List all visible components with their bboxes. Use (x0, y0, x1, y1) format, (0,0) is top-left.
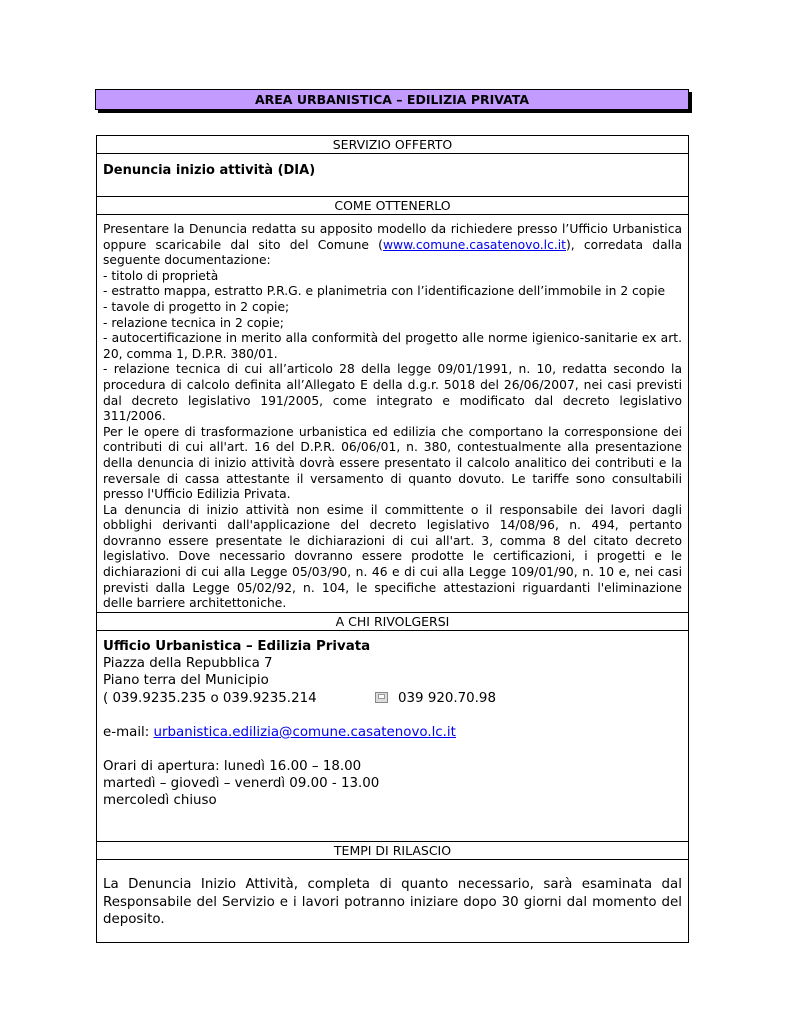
phone-icon: ( (103, 690, 109, 706)
office-name: Ufficio Urbanistica – Edilizia Privata (103, 639, 371, 654)
obblighi-paragraph: La denuncia di inizio attività non esime il committente o il responsabile dei lavori dagli obblighi derivanti dall'applicazione del decreto legislativo 14/08/96, n. 494, pertanto dovranno essere presentate le dichiarazioni di cui all'art. 3, comma 8 del citato decreto legislativo. Dove necessario dovranno essere prodotte le certificazioni, i progetti e le dichiarazioni di cui alla Legge 05/03/90, n. 46 e di cui alla Legge 109/01/90, n. 10 e, nei casi previsti dalla Legge 05/02/92, n. 104, le specifiche attestazioni riguardanti l'eliminazione delle barriere architettoniche. (103, 502, 682, 611)
doc-item: - relazione tecnica di cui all’articolo 28 della legge 09/01/1991, n. 10, redatta secondo la procedura di calcolo definita all’Allegato E della d.g.r. 5018 del 26/06/2007, nei casi previsti dal decreto legislativo 191/2005, come integrato e modificato dal decreto legislativo 311/2006. (103, 362, 682, 424)
fax-icon (375, 692, 388, 703)
section-header-come: COME OTTENERLO (97, 196, 688, 215)
hours-line: mercoledì chiuso (103, 793, 217, 809)
come-ottenerlo-text (103, 222, 682, 612)
office-floor: Piano terra del Municipio (103, 673, 269, 689)
email-link[interactable]: urbanistica.edilizia@comune.casatenovo.lc.it (153, 724, 456, 740)
doc-item: - relazione tecnica in 2 copie; (103, 315, 284, 330)
contributi-paragraph: Per le opere di trasformazione urbanistica ed edilizia che comportano la corresponsione dei contributi di cui all'art. 16 del D.P.R. 06/06/01, n. 380, contestualmente alla presentazione della denuncia di inizio attività dovrà essere presentato il calcolo analitico dei contributi e la reversale di cassa attestante il versamento di quanto dovuto. Le tariffe sono consultabili presso l'Ufficio Edilizia Privata. (103, 424, 682, 502)
phone-row (103, 690, 682, 707)
section-header-servizio: SERVIZIO OFFERTO (97, 136, 688, 154)
doc-item: - autocertificazione in merito alla conformità del progetto alle norme igienico-sanitarie ex art. 20, comma 1, D.P.R. 380/01. (103, 331, 682, 361)
doc-item: - titolo di proprietà (103, 268, 219, 283)
doc-item: - tavole di progetto in 2 copie; (103, 299, 290, 314)
info-table (96, 135, 689, 943)
section-header-rivolgersi: A CHI RIVOLGERSI (97, 612, 688, 631)
page-banner: AREA URBANISTICA – EDILIZIA PRIVATA (95, 89, 689, 110)
fax-group (375, 690, 496, 707)
tempi-text: La Denuncia Inizio Attività, completa di quanto necessario, sarà esaminata dal Responsabile del Servizio e i lavori potranno iniziare dopo 30 giorni dal momento del deposito. (103, 877, 682, 928)
intro-pre: Presentare la Denuncia redatta su apposito modello da richiedere presso l’Ufficio Urbanistica oppure scaricabile dal sito del Comune ( (103, 222, 682, 252)
site-link[interactable]: www.comune.casatenovo.lc.it (382, 237, 566, 252)
section-header-tempi: TEMPI DI RILASCIO (97, 841, 688, 860)
phone-numbers: 039.9235.235 o 039.9235.214 (112, 690, 317, 706)
email-label: e-mail: (103, 724, 154, 740)
doc-item: - estratto mappa, estratto P.R.G. e planimetria con l’identificazione dell’immobile in 2 copie (103, 284, 666, 299)
hours-line: Orari di apertura: lunedì 16.00 – 18.00 (103, 759, 362, 775)
contact-block (103, 638, 682, 810)
hours-line: martedì – giovedì – venerdì 09.00 - 13.00 (103, 776, 380, 792)
intro-post: ), corredata dalla seguente documentazione: (103, 237, 682, 268)
service-title: Denuncia inizio attività (DIA) (103, 163, 316, 178)
fax-number: 039 920.70.98 (398, 690, 496, 706)
intro-paragraph (103, 222, 682, 269)
office-address: Piazza della Repubblica 7 (103, 656, 273, 672)
email-row (103, 724, 682, 741)
